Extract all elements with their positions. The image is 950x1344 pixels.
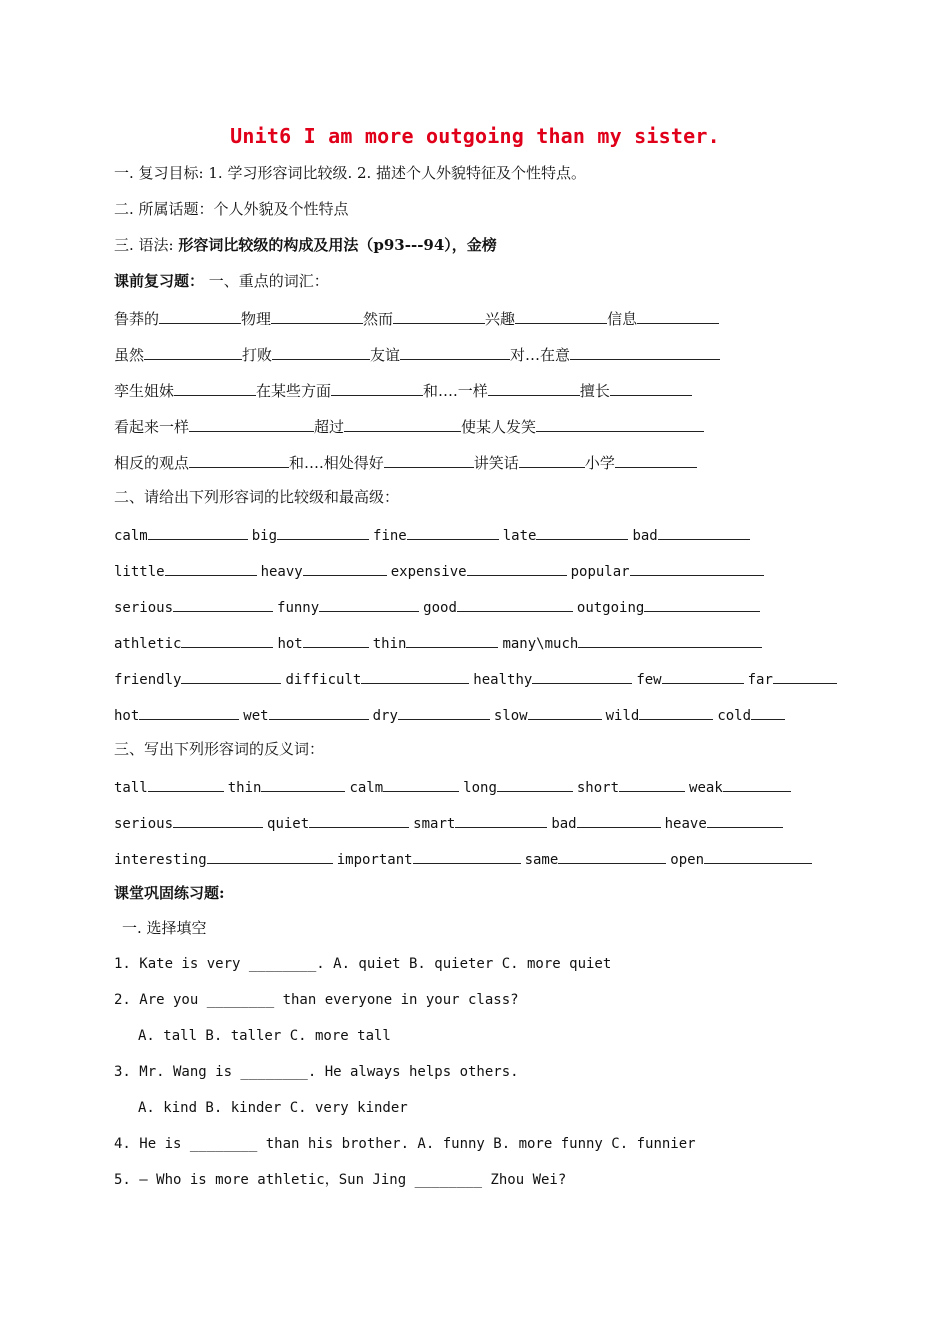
question-3-options: A. kind B. kinder C. very kinder [138,1100,408,1116]
compare-blank[interactable] [639,703,713,720]
vocab-word: 和….相处得好 [289,454,384,472]
antonym-blank[interactable] [383,775,459,792]
vocab-heading: 一、重点的词汇： [208,272,329,290]
antonym-word: short [576,780,620,796]
grammar-prefix: 三. 语法: [114,236,174,254]
vocab-blank[interactable] [400,343,510,360]
compare-word: few [636,672,662,688]
compare-blank[interactable] [165,559,257,576]
vocab-blank[interactable] [393,307,485,324]
antonym-word: weak [689,780,723,796]
antonym-blank[interactable] [497,775,573,792]
compare-word: good [423,600,457,616]
compare-word: hot [277,636,303,652]
antonym-word: tall [114,780,148,796]
compare-blank[interactable] [181,631,273,648]
antonym-word: open [670,852,705,868]
question-2: 2. Are you ________ than everyone in your class? [114,992,519,1008]
compare-blank[interactable] [139,703,239,720]
vocab-word: 和….一样 [423,382,488,400]
antonym-blank[interactable] [148,775,224,792]
vocab-blank[interactable] [536,415,704,432]
antonym-row [114,775,791,797]
compare-blank[interactable] [467,559,567,576]
compare-row [114,595,760,617]
preview-heading-line [114,271,329,293]
vocab-word: 对…在意 [510,346,571,364]
compare-row [114,523,750,545]
compare-word: dry [372,708,398,724]
antonym-blank[interactable] [207,847,333,864]
compare-blank[interactable] [658,523,750,540]
vocab-word: 在某些方面 [256,382,332,400]
compare-heading: 二、请给出下列形容词的比较级和最高级： [114,488,400,506]
compare-blank[interactable] [269,703,369,720]
vocab-word: 擅长 [579,382,610,400]
compare-word: cold [717,708,752,724]
compare-blank[interactable] [773,667,837,684]
compare-word: funny [277,600,320,616]
compare-word: heavy [260,564,303,580]
vocab-blank[interactable] [610,379,692,396]
compare-blank[interactable] [361,667,469,684]
compare-word: friendly [114,672,182,688]
antonym-blank[interactable] [261,775,345,792]
vocab-word: 物理 [241,310,272,328]
vocab-blank[interactable] [515,307,607,324]
antonym-word: bad [551,816,577,832]
compare-blank[interactable] [406,631,498,648]
compare-word: healthy [473,672,533,688]
compare-blank[interactable] [181,667,281,684]
compare-word: far [747,672,773,688]
question-2-options: A. tall B. taller C. more tall [138,1028,391,1044]
compare-blank[interactable] [407,523,499,540]
vocab-word: 使某人发笑 [461,418,537,436]
antonym-word: heave [664,816,707,832]
compare-blank[interactable] [532,667,632,684]
compare-word: big [251,528,278,544]
compare-blank[interactable] [173,595,273,612]
antonym-word: thin [227,780,262,796]
compare-word: wet [243,708,269,724]
vocab-row [114,343,720,365]
antonym-blank[interactable] [704,847,812,864]
antonym-heading: 三、写出下列形容词的反义词： [114,740,325,758]
compare-word: hot [114,708,140,724]
antonym-word: long [463,780,497,796]
topic-line: 二. 所属话题：个人外貌及个性特点 [114,200,349,218]
vocab-row [114,307,719,329]
compare-word: outgoing [576,600,645,616]
page-title: Unit6 I am more outgoing than my sister. [230,124,720,148]
antonym-blank[interactable] [455,811,547,828]
compare-word: calm [114,528,148,544]
vocab-blank[interactable] [189,415,314,432]
compare-blank[interactable] [398,703,490,720]
vocab-word: 友谊 [370,346,401,364]
review-goal: 一. 复习目标: 1. 学习形容词比较级. 2. 描述个人外貌特征及个性特点。 [114,164,587,182]
compare-word: fine [373,528,407,544]
compare-blank[interactable] [528,703,602,720]
vocab-blank[interactable] [344,415,461,432]
grammar-topic: 形容词比较级的构成及用法（p93---94），金榜 [178,236,497,254]
compare-row [114,703,785,725]
compare-blank[interactable] [536,523,628,540]
antonym-blank[interactable] [173,811,263,828]
vocab-row [114,451,697,473]
compare-blank[interactable] [457,595,573,612]
compare-word: difficult [285,672,362,688]
compare-blank[interactable] [644,595,760,612]
vocab-word: 小学 [584,454,615,472]
antonym-word: important [336,852,413,868]
antonym-blank[interactable] [413,847,521,864]
compare-blank[interactable] [662,667,744,684]
vocab-word: 信息 [607,310,638,328]
compare-row [114,631,762,653]
antonym-blank[interactable] [723,775,791,792]
vocab-blank[interactable] [384,451,474,468]
vocab-blank[interactable] [271,307,363,324]
antonym-word: serious [114,816,174,832]
question-3: 3. Mr. Wang is ________. He always helps others. [114,1064,519,1080]
compare-word: athletic [114,636,182,652]
vocab-word: 讲笑话 [473,454,519,472]
compare-word: slow [493,708,528,724]
vocab-blank[interactable] [488,379,580,396]
antonym-blank[interactable] [577,811,661,828]
compare-word: wild [605,708,640,724]
vocab-word: 打败 [242,346,273,364]
compare-word: bad [632,528,658,544]
compare-blank[interactable] [751,703,785,720]
vocab-word: 相反的观点 [114,454,190,472]
antonym-word: calm [349,780,384,796]
compare-word: serious [114,600,174,616]
vocab-word: 孪生姐妹 [114,382,175,400]
vocab-row [114,379,692,401]
vocab-blank[interactable] [637,307,719,324]
antonym-word: quiet [267,816,310,832]
vocab-blank[interactable] [331,379,423,396]
compare-blank[interactable] [148,523,248,540]
question-5: 5. — Who is more athletic，Sun Jing ________ Zhou Wei? [114,1172,567,1188]
antonym-row [114,847,812,869]
vocab-blank[interactable] [519,451,585,468]
vocab-blank[interactable] [174,379,256,396]
antonym-word: same [524,852,559,868]
preview-heading: 课前复习题： [114,272,205,290]
antonym-row [114,811,783,833]
antonym-word: interesting [114,852,207,868]
vocab-word: 然而 [363,310,394,328]
compare-word: late [502,528,537,544]
compare-word: popular [570,564,630,580]
vocab-word: 鲁莽的 [114,310,160,328]
vocab-word: 看起来一样 [114,418,190,436]
compare-blank[interactable] [277,523,369,540]
compare-blank[interactable] [303,559,387,576]
grammar-line [114,235,497,257]
vocab-word: 虽然 [114,346,145,364]
compare-word: many\much [502,636,579,652]
mc-heading: 一. 选择填空 [122,919,207,937]
compare-word: thin [372,636,407,652]
compare-blank[interactable] [303,631,369,648]
vocab-word: 兴趣 [485,310,516,328]
antonym-blank[interactable] [619,775,685,792]
vocab-blank[interactable] [189,451,289,468]
antonym-blank[interactable] [309,811,409,828]
compare-word: expensive [390,564,467,580]
antonym-word: smart [413,816,456,832]
class-heading: 课堂巩固练习题: [114,884,225,902]
compare-blank[interactable] [630,559,764,576]
vocab-blank[interactable] [144,343,242,360]
question-1: 1. Kate is very ________. A. quiet B. quieter C. more quiet [114,956,612,972]
vocab-blank[interactable] [272,343,370,360]
compare-blank[interactable] [578,631,762,648]
question-4: 4. He is ________ than his brother. A. funny B. more funny C. funnier [114,1136,696,1152]
compare-row [114,559,764,581]
vocab-word: 超过 [314,418,345,436]
compare-blank[interactable] [319,595,419,612]
vocab-row [114,415,704,437]
compare-row [114,667,837,689]
vocab-blank[interactable] [615,451,697,468]
antonym-blank[interactable] [558,847,666,864]
vocab-blank[interactable] [570,343,720,360]
vocab-blank[interactable] [159,307,241,324]
antonym-blank[interactable] [707,811,783,828]
compare-word: little [114,564,165,580]
